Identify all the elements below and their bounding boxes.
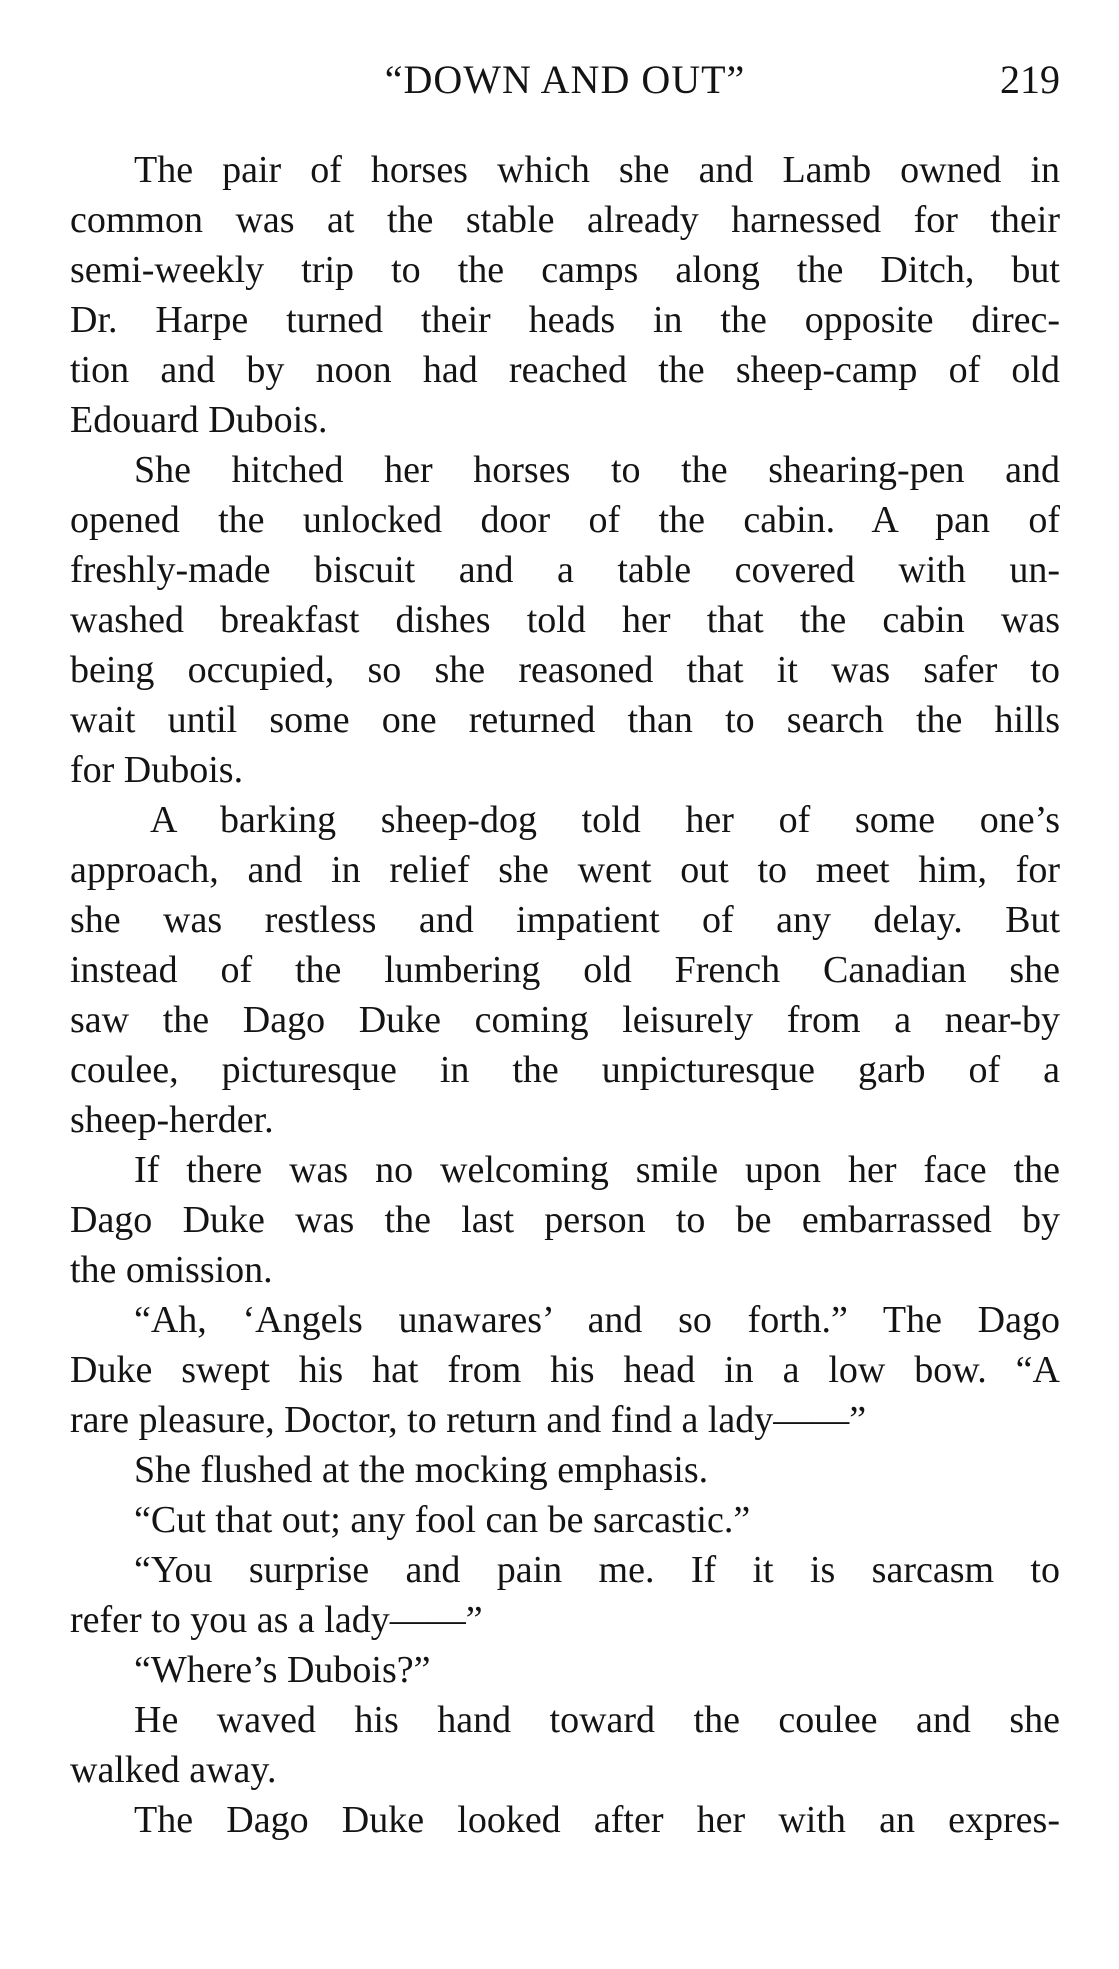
text-line: for Dubois.	[70, 749, 244, 791]
text-line: tion and by noon had reached the sheep-camp of old	[70, 349, 1060, 391]
text-line: coulee, picturesque in the unpicturesque garb of a	[70, 1049, 1060, 1091]
text-line: The Dago Duke looked after her with an expres-	[134, 1799, 1060, 1841]
text-line: walked away.	[70, 1749, 277, 1791]
text-line: refer to you as a lady——”	[70, 1599, 483, 1641]
text-line: “Ah, ‘Angels unawares’ and so forth.” The Dago	[134, 1299, 1060, 1341]
text-line: She hitched her horses to the shearing-pen and	[134, 449, 1060, 491]
text-line: Dago Duke was the last person to be embarrassed by	[70, 1199, 1060, 1241]
body-text	[70, 145, 1060, 1845]
text-line: sheep-herder.	[70, 1099, 274, 1141]
page-number: 219	[1000, 57, 1060, 102]
text-line: Edouard Dubois.	[70, 399, 328, 441]
text-line: freshly-made biscuit and a table covered with un-	[70, 549, 1060, 591]
text-line: washed breakfast dishes told her that the cabin was	[70, 599, 1060, 641]
text-line: “Cut that out; any fool can be sarcastic.”	[134, 1499, 751, 1541]
text-line: He waved his hand toward the coulee and she	[134, 1699, 1060, 1741]
text-line: She flushed at the mocking emphasis.	[134, 1449, 709, 1491]
text-line: approach, and in relief she went out to meet him, for	[70, 849, 1060, 891]
text-line: If there was no welcoming smile upon her face the	[134, 1149, 1060, 1191]
text-line: wait until some one returned than to search the hills	[70, 699, 1060, 741]
running-title: “DOWN AND OUT”	[384, 57, 746, 102]
text-line: Dr. Harpe turned their heads in the opposite direc-	[70, 299, 1060, 341]
text-line: “You surprise and pain me. If it is sarcasm to	[134, 1549, 1060, 1591]
text-line: being occupied, so she reasoned that it was safer to	[70, 649, 1060, 691]
text-line: A barking sheep-dog told her of some one’s	[150, 799, 1060, 841]
page-header	[70, 50, 1060, 110]
text-line: she was restless and impatient of any delay. But	[70, 899, 1060, 941]
text-line: rare pleasure, Doctor, to return and find a lady——”	[70, 1399, 867, 1441]
text-line: the omission.	[70, 1249, 273, 1291]
text-line: saw the Dago Duke coming leisurely from a near-by	[70, 999, 1060, 1041]
text-line: opened the unlocked door of the cabin. A pan of	[70, 499, 1060, 541]
text-line: Duke swept his hat from his head in a low bow. “A	[70, 1349, 1060, 1391]
text-line: “Where’s Dubois?”	[134, 1649, 431, 1691]
text-line: semi-weekly trip to the camps along the Ditch, but	[70, 249, 1060, 291]
text-line: The pair of horses which she and Lamb owned in	[134, 149, 1060, 191]
text-line: instead of the lumbering old French Canadian she	[70, 949, 1060, 991]
text-line: common was at the stable already harnessed for their	[70, 199, 1060, 241]
